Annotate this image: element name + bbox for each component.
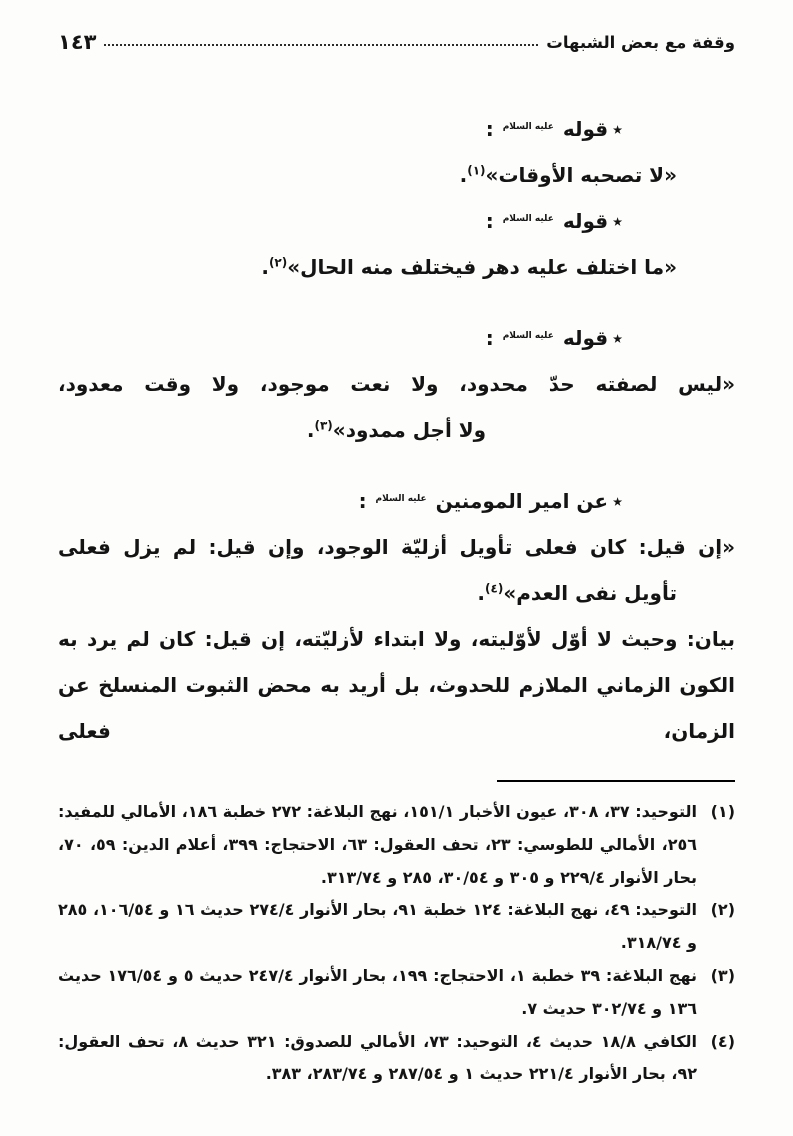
hadith-quote-4-line-1	[58, 524, 735, 570]
footnote-ref-4: (٤)	[485, 581, 504, 596]
commentary-text: بيان: وحيث لا أوّل لأوّليته، ولا ابتداء لأزليّته، إن قيل: كان لم يرد به الكون الزماني الملازم للحدوث، بل أريد به محض الثبوت المنسلخ عن الزمان، فعلى	[58, 627, 735, 743]
footnote-text: التوحيد: ٤٩، نهج البلاغة: ١٢٤ خطبة ٩١، بحار الأنوار ٢٧٤/٤ حديث ١٦ و ١٠٦/٥٤، ٢٨٥ و ٣١٨/٧٤.	[58, 900, 698, 953]
footnote-item-4	[58, 1026, 735, 1092]
quote-text: ولا أجل ممدود»	[332, 418, 487, 442]
honorific-symbol: عليه السلام	[375, 494, 427, 504]
period-mark: .	[477, 581, 486, 605]
footnote-text: نهج البلاغة: ٣٩ خطبة ١، الاحتجاج: ١٩٩، بحار الأنوار ٢٤٧/٤ حديث ٥ و ١٧٦/٥٤ حديث ١٣٦ و ٣٠٢/٧٤ حديث ٧.	[58, 965, 698, 1018]
footnote-text: التوحيد: ٣٧، ٣٠٨، عيون الأخبار ١٥١/١، نهج البلاغة: ٢٧٢ خطبة ١٨٦، الأمالي للمفيد: ٢٥٦، الأمالي للطوسي: ٢٣، تحف العقول: ٦٣، الاحتجاج: ٣٩٩، أعلام الدين: ٥٩، ٧٠، بحار الأنوار ٢٢٩/٤ و ٣٠٥ و ٣٠/٥٤، ٢٨٥ و ٣١٣/٧٤.	[58, 802, 697, 887]
star-mark: ٭	[612, 489, 623, 513]
footnote-marker: (٤)	[710, 1031, 735, 1051]
honorific-symbol: عليه السلام	[502, 331, 554, 341]
quote-text: تأويل نفى العدم»	[503, 581, 677, 605]
footnote-ref-3: (٣)	[314, 418, 333, 433]
footnote-marker: (٣)	[710, 965, 735, 985]
honorific-symbol: عليه السلام	[502, 122, 554, 132]
hadith-quote-2	[58, 244, 735, 290]
colon-mark: :	[485, 209, 494, 233]
dotted-leader	[104, 43, 538, 46]
colon-mark: :	[358, 489, 367, 513]
hadith-intro-2	[58, 198, 735, 244]
star-mark: ٭	[612, 117, 623, 141]
hadith-quote-3-line-1	[58, 361, 735, 407]
footnote-ref-1: (١)	[467, 163, 486, 178]
hadith-quote-1	[58, 152, 735, 198]
footnote-item-2	[58, 894, 735, 960]
quote-text: «ليس لصفته حدّ محدود، ولا نعت موجود، ولا وقت معدود،	[58, 372, 735, 396]
commentary-paragraph	[58, 616, 735, 754]
quote-text: «ما اختلف عليه دهر فيختلف منه الحال»	[287, 255, 677, 279]
intro-text: قوله	[562, 326, 609, 350]
quote-text: «لا تصحبه الأوقات»	[485, 163, 677, 187]
hadith-intro-1	[58, 106, 735, 152]
page-number: ١٤٣	[58, 30, 97, 54]
footnote-separator	[497, 780, 735, 782]
colon-mark: :	[485, 326, 494, 350]
running-head	[58, 30, 735, 54]
footnote-item-3	[58, 960, 735, 1026]
hadith-intro-4	[58, 478, 735, 524]
quote-text: «إن قيل: كان فعلى تأويل أزليّة الوجود، وإن قيل: لم يزل فعلى	[58, 535, 735, 559]
hadith-intro-3	[58, 315, 735, 361]
intro-text: عن امير المومنين	[435, 489, 609, 513]
chapter-title: وقفة مع بعض الشبهات	[546, 33, 735, 52]
period-mark: .	[459, 163, 468, 187]
intro-text: قوله	[562, 209, 609, 233]
honorific-symbol: عليه السلام	[502, 214, 554, 224]
intro-text: قوله	[562, 117, 609, 141]
footnote-item-1	[58, 796, 735, 894]
period-mark: .	[261, 255, 269, 279]
colon-mark: :	[485, 117, 494, 141]
hadith-quote-4-line-2	[58, 570, 735, 616]
star-mark: ٭	[612, 209, 623, 233]
hadith-quote-3-line-2	[58, 407, 735, 453]
footnote-ref-2: (٢)	[268, 255, 288, 270]
footnotes-section	[58, 796, 735, 1091]
period-mark: .	[306, 418, 315, 442]
star-mark: ٭	[612, 326, 623, 350]
page-body	[58, 106, 735, 754]
footnote-marker: (٢)	[710, 900, 735, 920]
footnote-text: الكافي ١٨/٨ حديث ٤، التوحيد: ٧٣، الأمالي للصدوق: ٣٢١ حديث ٨، تحف العقول: ٩٢، بحار الأنوار ٢٢١/٤ حديث ١ و ٢٨٧/٥٤ و ٢٨٣/٧٤، ٣٨٣.	[58, 1031, 697, 1084]
footnote-marker: (١)	[710, 802, 735, 821]
